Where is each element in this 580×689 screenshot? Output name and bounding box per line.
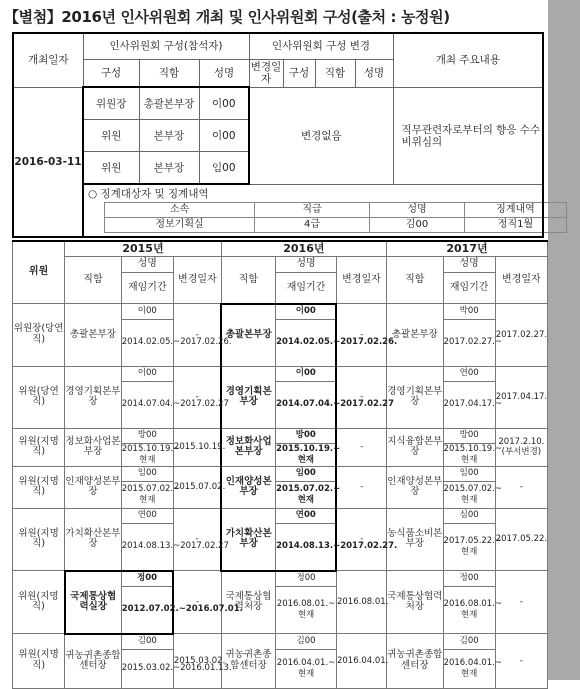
roster-name: 임00 <box>276 466 337 481</box>
roster-name: 김00 <box>443 634 495 650</box>
roster-term: 2017.05.22.~현재 <box>443 523 495 571</box>
discipline-cell: 김00 <box>370 218 465 233</box>
member-name: 이00 <box>199 120 249 152</box>
roster-title: 총괄본부장 <box>387 304 444 367</box>
roster-name: 정00 <box>121 571 173 587</box>
member-title: 총괄본부장 <box>139 87 199 120</box>
col-change: 변경일자 <box>336 257 386 304</box>
roster-term: 2015.10.19.~현재 <box>276 444 341 465</box>
roster-change: - <box>495 571 547 634</box>
roster-term: 2015.07.02.~현재 <box>121 481 173 508</box>
roster-title: 국제통상협력실장 <box>65 571 122 634</box>
roster-change: 2017.02.27. <box>495 304 547 367</box>
year-2016: 2016년 <box>221 241 386 257</box>
roster-term: 2012.07.02.~2016.07.01. <box>121 586 173 634</box>
roster-title: 총괄본부장 <box>221 304 275 367</box>
subheader-title2: 직함 <box>315 59 355 87</box>
roster-term: 2014.07.04.~2017.02.27 <box>276 381 337 428</box>
roster-name: 임00 <box>443 466 495 481</box>
roster-change: 2015.03.02. <box>173 634 221 689</box>
roster-name: 정00 <box>276 571 337 587</box>
discipline-header: 징계내역 <box>465 203 567 218</box>
member-title: 본부장 <box>139 152 199 185</box>
col-name: 성명 <box>443 257 495 273</box>
roster-title: 정보화사업본부장 <box>65 428 122 466</box>
roster-name: 방00 <box>121 428 173 443</box>
roster-title: 귀농귀촌종합센터장 <box>387 634 444 689</box>
col-title: 직함 <box>221 257 275 304</box>
roster-term: 2016.04.01.~현재 <box>443 649 495 688</box>
roster-term: 2015.07.02.~현재 <box>443 481 495 508</box>
roster-change: 2016.04.01. <box>336 634 386 689</box>
roster-term: 2014.02.05.~2017.02.26. <box>276 319 337 366</box>
subheader-comp2: 구성 <box>283 59 315 87</box>
roster-change: - <box>336 428 386 466</box>
roster-role: 위원(당연직) <box>13 366 65 428</box>
roster-term: 2015.10.19.~현재 <box>443 444 503 465</box>
meeting-date: 2016-03-11 <box>13 87 83 237</box>
roster-name: 임00 <box>121 466 173 481</box>
col-name: 성명 <box>276 257 337 273</box>
roster-role: 위원(지명직) <box>13 428 65 466</box>
roster-term: 2016.08.01.~현재 <box>276 586 337 634</box>
discipline-cell: 정직1월 <box>465 218 567 233</box>
roster-title: 총괄본부장 <box>65 304 122 367</box>
roster-row <box>13 508 548 523</box>
col-name: 성명 <box>121 257 173 273</box>
roster-row <box>13 466 548 481</box>
roster-change: - <box>336 304 386 367</box>
discipline-cell: 4급 <box>255 218 370 233</box>
col-change: 변경일자 <box>173 257 221 304</box>
year-2015: 2015년 <box>65 241 222 257</box>
roster-term: 2017.04.17.~ <box>443 381 495 428</box>
roster-role: 위원장(당연직) <box>13 304 65 367</box>
roster-role: 위원(지명직) <box>13 508 65 571</box>
roster-change: - <box>336 366 386 428</box>
change-text: 변경없음 <box>249 87 393 184</box>
roster-name: 이00 <box>121 366 173 381</box>
roster-title: 귀농귀촌종합센터장 <box>221 634 275 689</box>
roster-change: - <box>173 571 221 634</box>
roster-name: 연00 <box>276 508 337 523</box>
roster-term: 2017.02.27.~ <box>443 319 495 366</box>
roster-name: 심00 <box>443 508 495 523</box>
roster-title: 국제통상협력처장 <box>387 571 444 634</box>
col-term: 재임기간 <box>443 273 495 304</box>
roster-row <box>13 428 548 443</box>
roster-title: 귀농귀촌종합센터장 <box>65 634 122 689</box>
discipline-cell: 정보기획실 <box>105 218 255 233</box>
roster-name: 연00 <box>121 508 173 523</box>
roster-name: 정00 <box>443 571 495 587</box>
content-text: 직무관련자로부터의 향응 수수 비위심의 <box>393 87 543 184</box>
member-role: 위원장 <box>83 87 139 120</box>
roster-name: 이00 <box>121 304 173 320</box>
roster-title: 가치확산본부장 <box>65 508 122 571</box>
col-title: 직함 <box>65 257 122 304</box>
roster-change: 2017.04.17. <box>495 366 547 428</box>
col-title: 직함 <box>387 257 444 304</box>
subheader-name: 성명 <box>199 59 249 87</box>
roster-term: 2014.07.04.~2017.02.27 <box>121 381 173 428</box>
discipline-header: 직급 <box>255 203 370 218</box>
discipline-table <box>104 202 567 233</box>
roster-name: 방00 <box>276 428 337 443</box>
member-name: 임00 <box>199 152 249 185</box>
year-2017: 2017년 <box>387 241 548 257</box>
roster-name: 김00 <box>276 634 337 650</box>
roster-change: 2015.10.19. <box>173 428 221 466</box>
roster-change: - <box>173 508 221 571</box>
roster-change: 2016.08.01. <box>336 571 386 634</box>
subheader-comp: 구성 <box>83 59 139 87</box>
roster-term: 2016.04.01.~현재 <box>276 649 337 688</box>
roster-term: 2014.08.13.~2017.02.27. <box>276 523 337 571</box>
roster-term: 2014.02.05.~2017.02.26. <box>121 319 173 366</box>
roster-title: 국제통상협력처장 <box>221 571 275 634</box>
roster-change: 2015.07.02. <box>173 466 221 508</box>
discipline-header: 소속 <box>105 203 255 218</box>
roster-body <box>13 304 548 689</box>
roster-term: 2015.07.02.~현재 <box>276 481 337 508</box>
roster-title: 정보화사업본부장 <box>221 428 275 466</box>
member-role: 위원 <box>83 152 139 185</box>
roster-change: - <box>336 508 386 571</box>
roster-change: - <box>495 466 547 508</box>
roster-name: 연00 <box>443 366 495 381</box>
roster-change: 2017.05.22. <box>495 508 547 571</box>
roster-name: 박00 <box>443 304 495 320</box>
roster-title: 경영기획본부장 <box>65 366 122 428</box>
roster-title: 농식품소비본부장 <box>387 508 444 571</box>
subheader-title: 직함 <box>139 59 199 87</box>
discipline-title: ○ 징계대상자 및 징계내역 <box>88 188 209 200</box>
roster-row <box>13 634 548 650</box>
roster-change: - <box>173 366 221 428</box>
roster-name: 방00 <box>443 428 495 443</box>
member-title: 본부장 <box>139 120 199 152</box>
roster-row <box>13 571 548 587</box>
header-composition: 인사위원회 구성(참석자) <box>83 33 249 59</box>
roster-change: - <box>173 304 221 367</box>
scrollbar-track[interactable] <box>548 0 580 680</box>
roster-title: 인재양성본부장 <box>65 466 122 508</box>
roster-change: 2017.2.10.(부서변경) <box>495 428 547 466</box>
subheader-name2: 성명 <box>355 59 393 87</box>
roster-title: 인재양성본부장 <box>221 466 275 508</box>
col-change: 변경일자 <box>495 257 547 304</box>
roster-role: 위원(지명직) <box>13 466 65 508</box>
roster-title: 지식융합본부장 <box>387 428 444 466</box>
roster-role: 위원(지명직) <box>13 634 65 689</box>
col-term: 재임기간 <box>121 273 173 304</box>
roster-name: 이00 <box>276 304 337 320</box>
roster-term: 2016.08.01.~현재 <box>443 586 495 634</box>
member-role: 위원 <box>83 120 139 152</box>
roster-header-committee: 위원 <box>13 241 65 304</box>
roster-term: 2015.10.19.~현재 <box>121 444 181 465</box>
page-title: 【별첨】2016년 인사위원회 개최 및 인사위원회 구성(출처 : 농정원) <box>4 8 450 26</box>
roster-name: 이00 <box>276 366 337 381</box>
roster-title: 경영기획본부장 <box>387 366 444 428</box>
meeting-table <box>12 32 544 238</box>
roster-change: - <box>336 466 386 508</box>
roster-title: 가치확산본부장 <box>221 508 275 571</box>
subheader-change-date: 변경일자 <box>250 61 282 85</box>
header-change: 인사위원회 구성 변경 <box>249 33 393 59</box>
roster-term: 2014.08.13.~2017.02.27 <box>121 523 173 571</box>
roster-table <box>12 240 548 689</box>
col-term: 재임기간 <box>276 273 337 304</box>
discipline-header: 성명 <box>370 203 465 218</box>
header-content: 개최 주요내용 <box>393 33 543 87</box>
roster-title: 인재양성본부장 <box>387 466 444 508</box>
header-date: 개최일자 <box>13 33 83 87</box>
roster-row <box>13 304 548 320</box>
roster-change: - <box>495 634 547 689</box>
member-name: 이00 <box>199 87 249 120</box>
roster-name: 김00 <box>121 634 173 650</box>
roster-title: 경영기획본부장 <box>221 366 275 428</box>
discipline-section <box>83 184 543 237</box>
roster-role: 위원(지명직) <box>13 571 65 634</box>
roster-row <box>13 366 548 381</box>
roster-term: 2015.03.02.~2016.01.13. <box>121 649 173 688</box>
